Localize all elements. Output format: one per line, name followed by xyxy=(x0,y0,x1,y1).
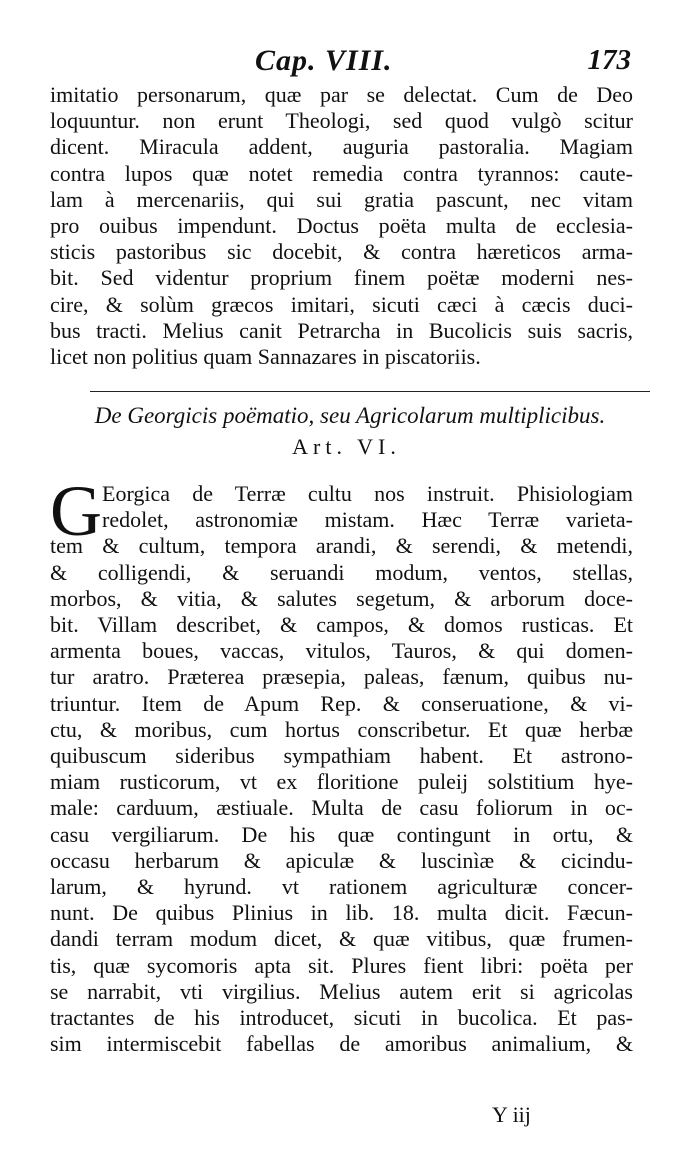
text-line: tis, quæ sycomoris apta sit. Plures fient libri: poëta per xyxy=(50,952,633,978)
section-divider xyxy=(90,391,650,392)
text-line: occasu herbarum & apiculæ & luscinìæ & cicindu- xyxy=(50,847,633,873)
text-line: redolet, astronomiæ mistam. Hæc Terræ varieta- xyxy=(102,507,633,533)
text-line: se narrabit, vti virgilius. Melius autem erit si agricolas xyxy=(50,978,633,1004)
drop-cap: G xyxy=(50,471,102,551)
text-line: tem & cultum, tempora arandi, & serendi, & metendi, xyxy=(50,533,633,559)
text-line: tractantes de his introducet, sicuti in bucolica. Et pas- xyxy=(50,1005,633,1031)
text-line: casu vergiliarum. De his quæ contingunt in ortu, & xyxy=(50,821,633,847)
text-line: quibuscum sideribus sympathiam habent. Et astrono- xyxy=(50,743,633,769)
text-line: sticis pastoribus sic docebit, & contra hæreticos arma- xyxy=(50,239,633,265)
text-line: larum, & hyrund. vt rationem agriculturæ concer- xyxy=(50,874,633,900)
top-paragraph xyxy=(50,82,633,370)
text-line: dicent. Miracula addent, auguria pastoralia. Magiam xyxy=(50,134,633,160)
text-line: armenta boues, vaccas, vitulos, Tauros, & qui domen- xyxy=(50,638,633,664)
text-line: bit. Villam describet, & campos, & domos rusticas. Et xyxy=(50,612,633,638)
text-line: licet non politius quam Sannazares in piscatoriis. xyxy=(50,344,481,370)
text-line: & colligendi, & seruandi modum, ventos, stellas, xyxy=(50,559,633,585)
text-line: tur aratro. Præterea præsepia, paleas, fænum, quibus nu- xyxy=(50,664,633,690)
text-line: loquuntur. non erunt Theologi, sed quod vulgò scitur xyxy=(50,108,633,134)
text-line: imitatio personarum, quæ par se delectat. Cum de Deo xyxy=(50,82,633,107)
text-line: bus tracti. Melius canit Petrarcha in Bucolicis suis sacris, xyxy=(50,317,633,343)
article-label: Art. VI. xyxy=(292,434,401,459)
text-line: ctu, & moribus, cum hortus conscribetur. Et quæ herbæ xyxy=(50,716,633,742)
text-line: bit. Sed videntur proprium finem poëtæ moderni nes- xyxy=(50,265,633,291)
text-line: male: carduum, æstiuale. Multa de casu foliorum in oc- xyxy=(50,795,633,821)
text-line: dandi terram modum dicet, & quæ vitibus, quæ frumen- xyxy=(50,926,633,952)
text-line: lam à mercenariis, qui sui gratia pascunt, nec vitam xyxy=(50,186,633,212)
text-line: miam rusticorum, vt ex floritione puleij solstitium hye- xyxy=(50,769,633,795)
signature-mark: Y iij xyxy=(492,1102,531,1127)
text-line: nunt. De quibus Plinius in lib. 18. multa dicit. Fæcun- xyxy=(50,900,633,926)
text-line: contra lupos quæ notet remedia contra tyrannos: caute- xyxy=(50,160,633,186)
text-line: triuntur. Item de Apum Rep. & conseruatione, & vi- xyxy=(50,690,633,716)
chapter-heading: Cap. VIII. xyxy=(255,44,393,77)
section-title: De Georgicis poëmatio, seu Agricolarum multiplicibus. xyxy=(94,403,606,428)
text-line: sim intermiscebit fabellas de amoribus animalium, & xyxy=(50,1031,633,1057)
text-line: Eorgica de Terræ cultu nos instruit. Phisiologiam xyxy=(102,481,633,506)
text-line: morbos, & vitia, & salutes segetum, & arborum doce- xyxy=(50,585,633,611)
text-line: cire, & solùm græcos imitari, sicuti cæci à cæcis duci- xyxy=(50,291,633,317)
body-paragraph xyxy=(50,481,633,1057)
page-number: 173 xyxy=(587,44,631,76)
running-head xyxy=(0,40,693,80)
text-line: pro ouibus impendunt. Doctus poëta multa de ecclesia- xyxy=(50,213,633,239)
